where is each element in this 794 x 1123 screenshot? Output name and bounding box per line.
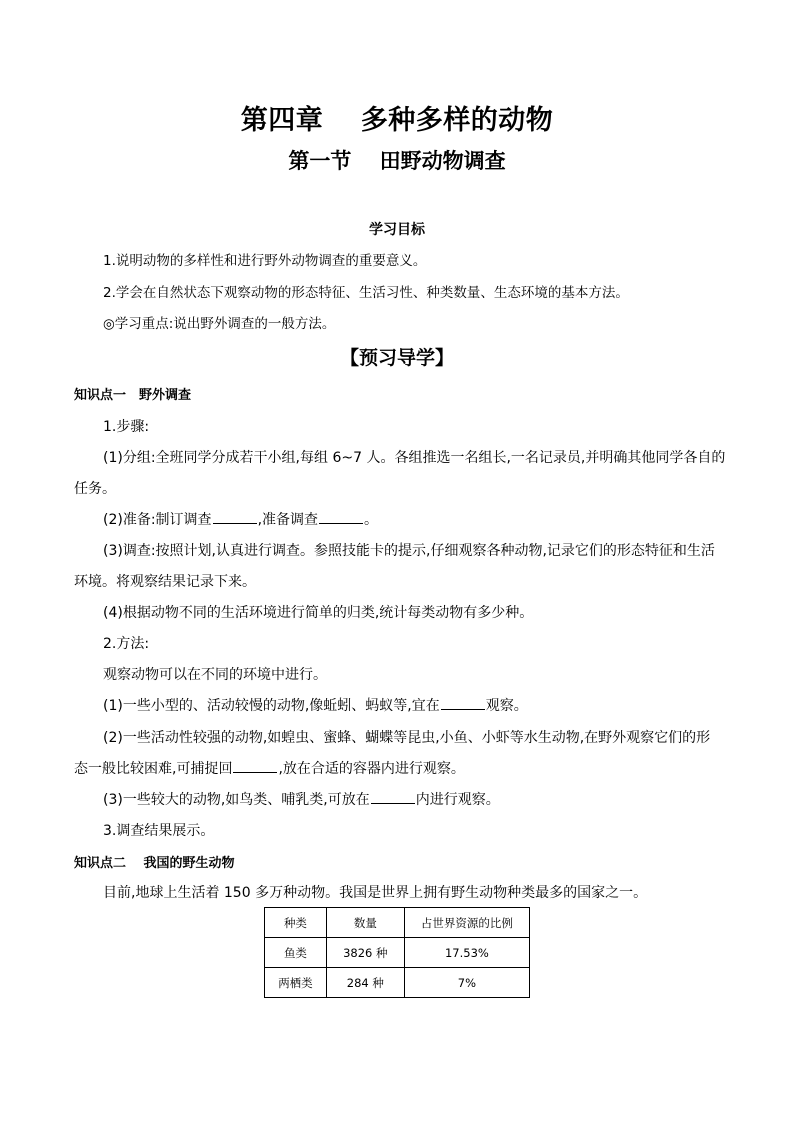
table-cell: 7% xyxy=(404,968,529,998)
table-cell: 17.53% xyxy=(404,938,529,968)
knowledge-point-2-title: 知识点二 我国的野生动物 xyxy=(74,856,235,871)
section-title: 第一节 田野动物调查 xyxy=(288,148,506,173)
method-intro: 观察动物可以在不同的环境中进行。 xyxy=(103,667,327,683)
table-header-cell: 数量 xyxy=(326,908,404,938)
table-cell: 鱼类 xyxy=(265,938,327,968)
fill-blank[interactable] xyxy=(319,511,363,524)
objective-item: 1.说明动物的多样性和进行野外动物调查的重要意义。 xyxy=(103,253,427,269)
method-2-text-b: ,放在合适的容器内进行观察。 xyxy=(278,761,465,777)
table-header-cell: 占世界资源的比例 xyxy=(404,908,529,938)
objective-item: 2.学会在自然状态下观察动物的形态特征、生活习性、种类数量、生态环境的基本方法。 xyxy=(103,285,629,301)
step-2-text-a: (2)准备:制订调查 xyxy=(103,512,212,528)
steps-label: 1.步骤: xyxy=(103,419,150,435)
method-3 xyxy=(103,789,500,809)
method-2-line-1: (2)一些活动性较强的动物,如蝗虫、蜜蜂、蝴蝶等昆虫,小鱼、小虾等水生动物,在野外观察它们的形 xyxy=(103,730,711,746)
table-header-row xyxy=(265,908,530,938)
table-cell: 284 种 xyxy=(326,968,404,998)
fill-blank[interactable] xyxy=(371,791,415,804)
step-2 xyxy=(103,509,378,529)
fill-blank[interactable] xyxy=(441,697,485,710)
table-row xyxy=(265,968,530,998)
method-1-text-b: 观察。 xyxy=(485,698,528,714)
step-1-line-1: (1)分组:全班同学分成若干小组,每组 6~7 人。各组推选一名组长,一名记录员,并明确其他同学各自的 xyxy=(103,450,726,466)
objectives-title: 学习目标 xyxy=(369,222,425,238)
method-label: 2.方法: xyxy=(103,636,150,652)
method-3-text-b: 内进行观察。 xyxy=(415,792,500,808)
step-2-text-b: ,准备调查 xyxy=(257,512,319,528)
key-point-note: ◎学习重点:说出野外调查的一般方法。 xyxy=(103,316,336,332)
method-1 xyxy=(103,695,528,715)
table-cell: 3826 种 xyxy=(326,938,404,968)
method-1-text-a: (1)一些小型的、活动较慢的动物,像蚯蚓、蚂蚁等,宜在 xyxy=(103,698,440,714)
preview-heading: 【预习导学】 xyxy=(339,347,454,369)
step-2-text-c: 。 xyxy=(364,512,379,528)
table-cell: 两栖类 xyxy=(265,968,327,998)
method-3-text-a: (3)一些较大的动物,如鸟类、哺乳类,可放在 xyxy=(103,792,370,808)
method-2-line-2 xyxy=(74,758,465,778)
result-display: 3.调查结果展示。 xyxy=(103,823,215,839)
table-row xyxy=(265,938,530,968)
fill-blank[interactable] xyxy=(213,511,257,524)
fill-blank[interactable] xyxy=(233,760,277,773)
step-3-line-2: 环境。将观察结果记录下来。 xyxy=(74,574,256,590)
knowledge-point-1-title: 知识点一 野外调查 xyxy=(74,388,192,403)
wildlife-table xyxy=(264,907,530,998)
method-2-text-a: 态一般比较困难,可捕捉回 xyxy=(74,761,233,777)
step-3-line-1: (3)调查:按照计划,认真进行调查。参照技能卡的提示,仔细观察各种动物,记录它们的形态特征和生活 xyxy=(103,543,715,559)
wildlife-intro: 目前,地球上生活着 150 多万种动物。我国是世界上拥有野生动物种类最多的国家之一。 xyxy=(103,885,648,901)
chapter-title: 第四章 多种多样的动物 xyxy=(240,105,554,136)
table-header-cell: 种类 xyxy=(265,908,327,938)
step-1-line-2: 任务。 xyxy=(74,481,116,497)
step-4: (4)根据动物不同的生活环境进行简单的归类,统计每类动物有多少种。 xyxy=(103,605,534,621)
